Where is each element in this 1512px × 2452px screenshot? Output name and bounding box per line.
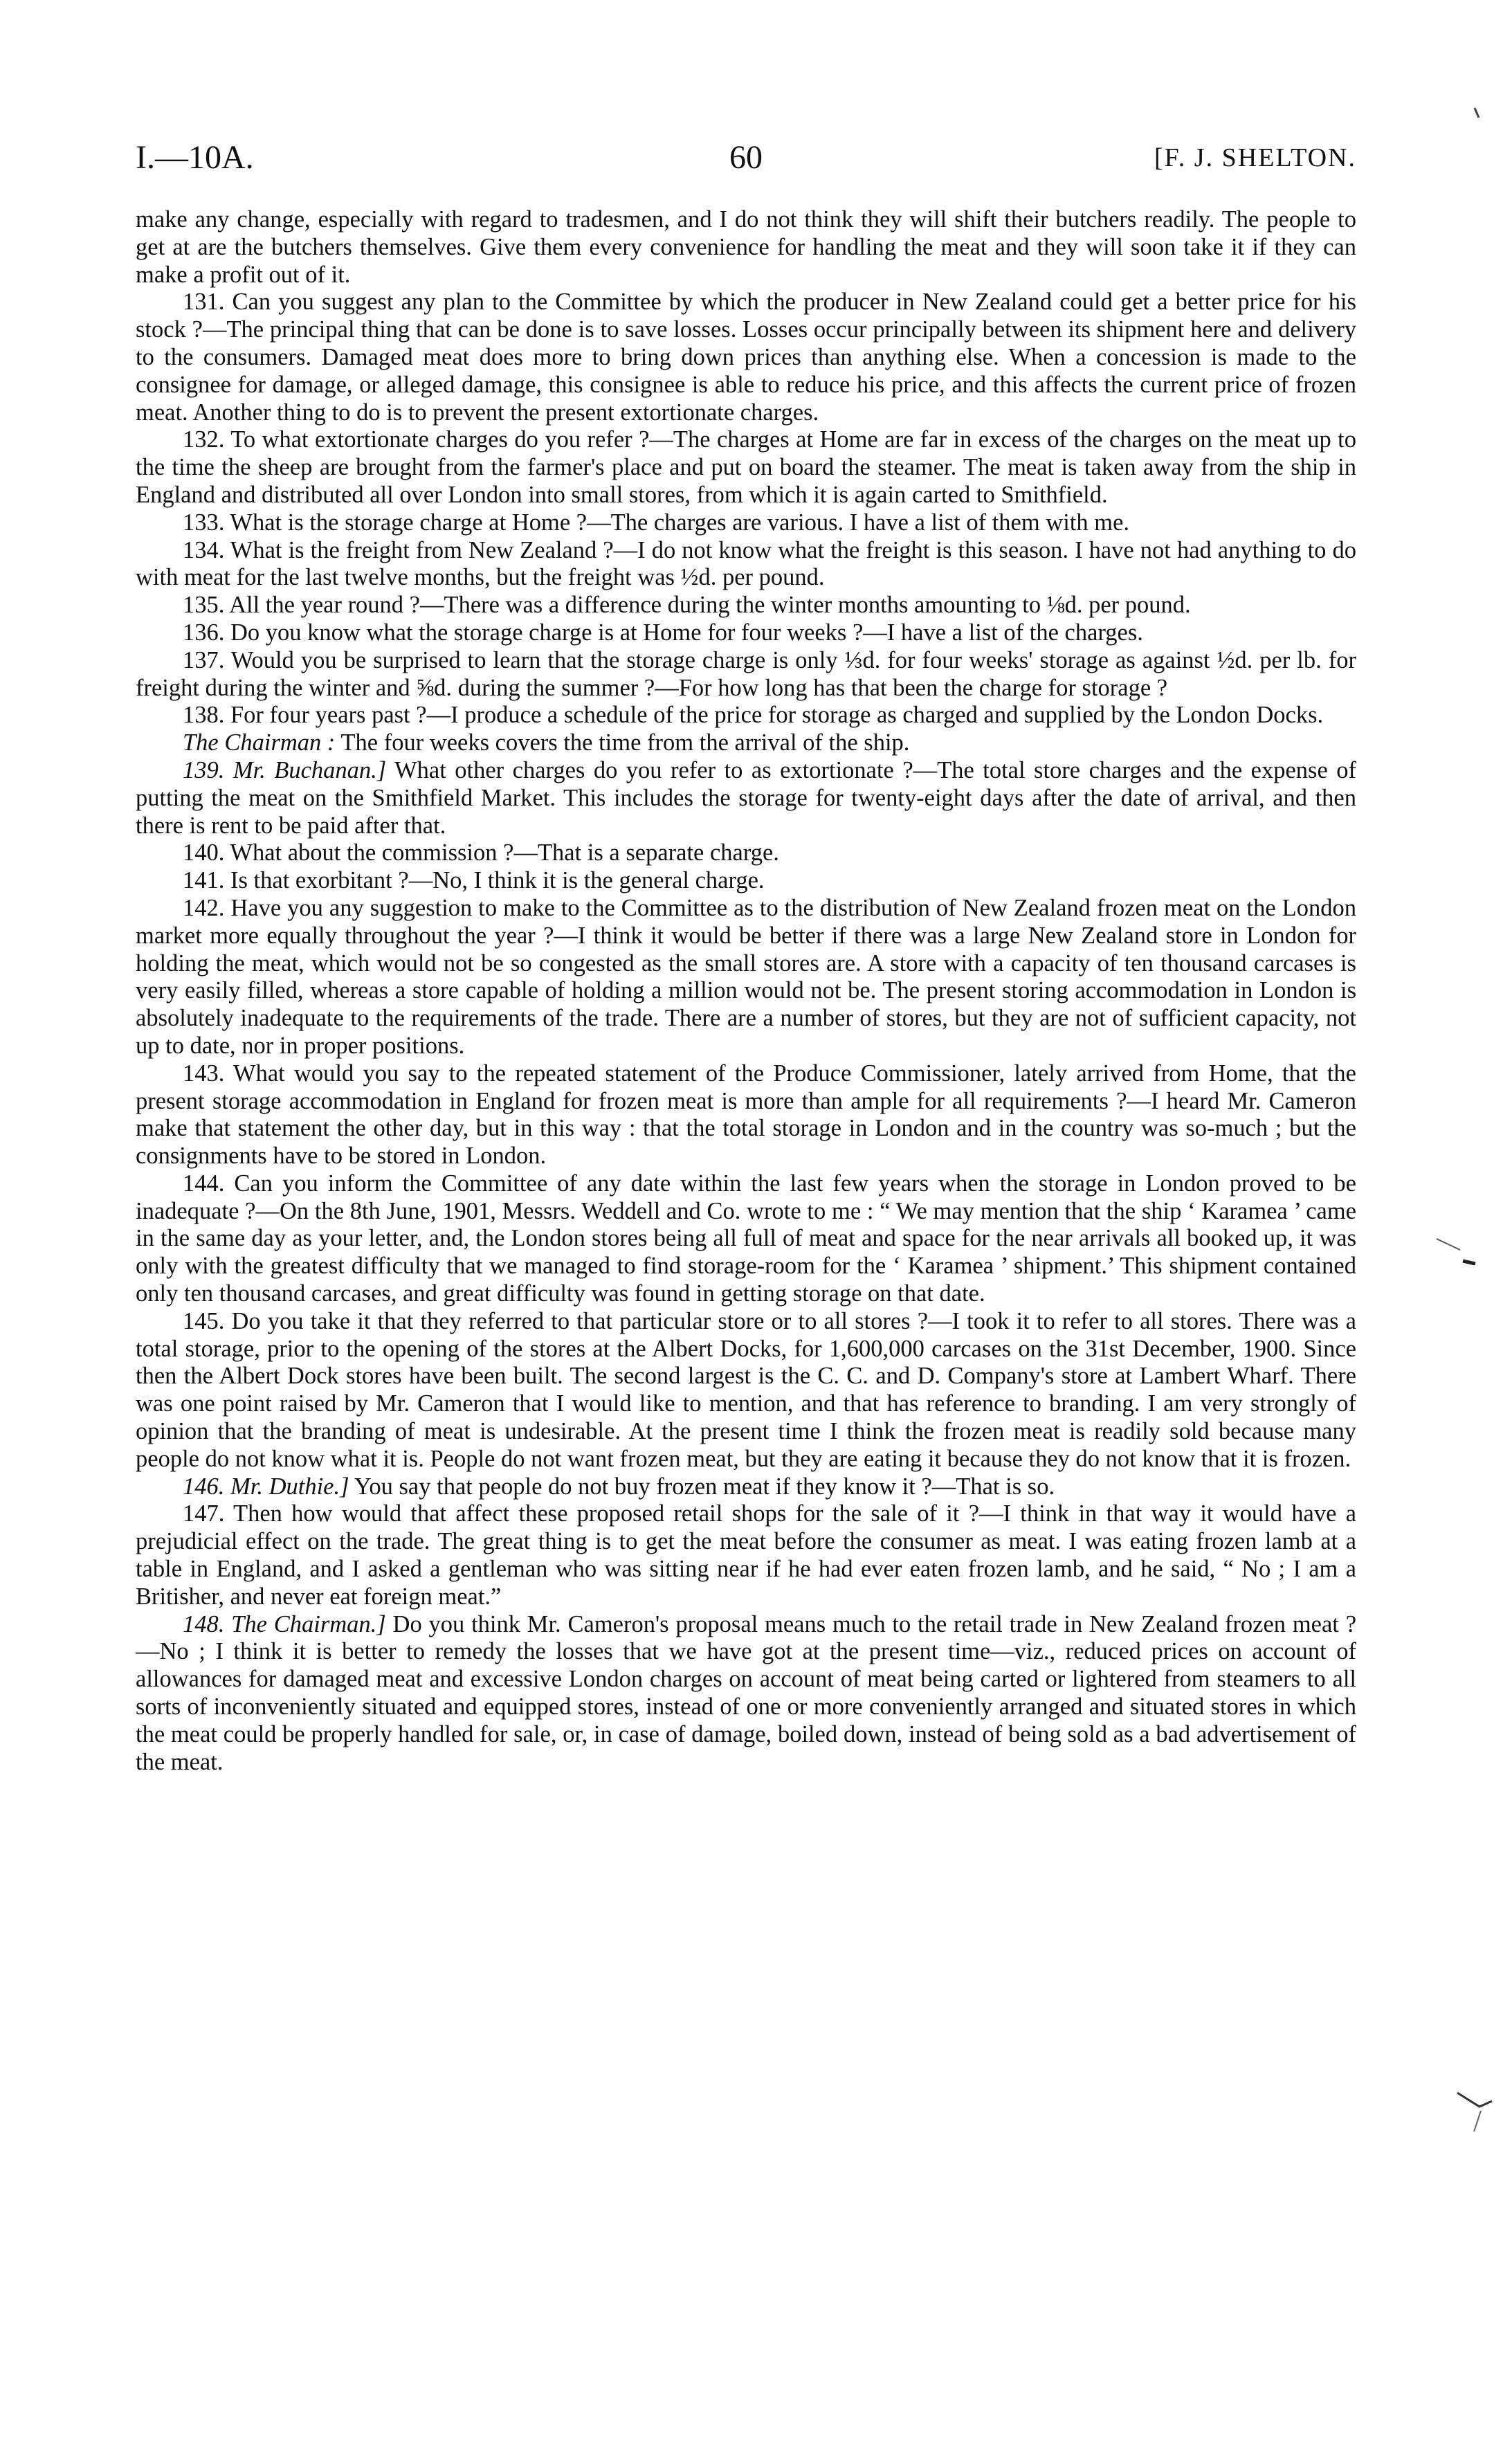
paragraph: 133. What is the storage charge at Home ?—The charges are various. I have a list of them with me. — [183, 509, 1130, 536]
paragraph: 142. Have you any suggestion to make to the Committee as to the distribution of New Zealand frozen meat on the London market more equally throughout the year ?—I think it would be better if there was a large New Zealand store in London for holding the meat, which would not be so congested as the small stores are. A store with a capacity of ten thousand carcases is very easily filled, whereas a store capable of holding a million would not be. The present storing accommodation in London is absolutely inadequate to the requirements of the trade. There are a number of stores, but they are not of sufficient capacity, not up to date, nor in proper positions. — [136, 894, 1356, 1059]
paragraph: 134. What is the freight from New Zealand ?—I do not know what the freight is this season. I have not had anything to do with meat for the last twelve months, but the freight was ½d. per pound. — [136, 536, 1356, 591]
paragraph: 137. Would you be surprised to learn that the storage charge is only ⅓d. for four weeks' storage as against ½d. per lb. for freight during the winter and ⅝d. during the summer ?—For how long has that been the charge for storage ? — [136, 646, 1356, 701]
paragraph: 139. Mr. Buchanan.] What other charges do you refer to as extortionate ?—The total store charges and the expense of putting the meat on the Smithfield Market. This includes the storage for twenty-eight days after the date of arrival, and then there is rent to be paid after that. — [136, 756, 1357, 839]
speaker-label: 146. Mr. Duthie.] — [183, 1473, 349, 1500]
paragraph: 148. The Chairman.] Do you think Mr. Cameron's proposal means much to the retail trade in New Zealand frozen meat ?—No ; I think it is better to remedy the losses that we have got at the present time—viz., reduced prices on account of allowances for damaged meat and excessive London charges on account of meat being carted or lightered from steamers to all sorts of inconveniently situated and equipped stores, instead of one or more conveniently arranged and situated stores in which the meat could be properly handled for sale, or, in case of damage, boiled down, instead of being sold as a bad advertisement of the meat. — [136, 1610, 1357, 1775]
speaker-label: 139. Mr. Buchanan.] — [183, 756, 387, 783]
paragraph: 146. Mr. Duthie.] You say that people do not buy frozen meat if they know it ?—That is so. — [183, 1473, 1055, 1500]
margin-scan-mark — [1453, 2083, 1502, 2138]
paragraph: 144. Can you inform the Committee of any date within the last few years when the storage in London proved to be inadequate ?—On the 8th June, 1901, Messrs. Weddell and Co. wrote to me : “ We may mention that the ship ‘ Karamea ’ came in the same day as your letter, and, the London stores being all full of meat and space for the near arrivals all booked up, it was only with the greatest difficulty that we managed to find storage-room for the ‘ Karamea ’ shipment.’ This shipment contained only ten thousand carcases, and great difficulty was found in getting storage on that date. — [136, 1170, 1356, 1307]
paragraph: make any change, especially with regard to tradesmen, and I do not think they will shift their butchers readily. The people to get at are the butchers themselves. Give them every convenience for handling the meat and they will soon take it if they can make a profit out of it. — [136, 206, 1356, 288]
paragraph: The Chairman : The four weeks covers the time from the arrival of the ship. — [183, 729, 910, 756]
evidence-text — [136, 206, 1356, 1776]
header-witness-name: [F. J. SHELTON. — [1154, 143, 1356, 172]
paragraph: 135. All the year round ?—There was a difference during the winter months amounting to ⅛d. per pound. — [183, 592, 1191, 619]
paragraph: 147. Then how would that affect these proposed retail shops for the sale of it ?—I think in that way it would have a prejudicial effect on the trade. The great thing is to get the meat before the consumer as meat. I was eating frozen lamb at a table in England, and I asked a gentleman who was sitting near if he had ever eaten frozen lamb, and he said, “ No ; I am a Britisher, and never eat foreign meat.” — [136, 1500, 1356, 1610]
margin-scan-mark — [1470, 104, 1484, 125]
paragraph: 143. What would you say to the repeated statement of the Produce Commissioner, lately arrived from Home, that the present storage accommodation in England for frozen meat is more than ample for all requirements ?—I heard Mr. Cameron make that statement the other day, but in this way : that the total storage in London and in the country was so-much ; but the consignments have to be stored in London. — [136, 1060, 1356, 1170]
page-header — [136, 138, 1356, 187]
speaker-label: 148. The Chairman.] — [183, 1610, 386, 1637]
paragraph: 140. What about the commission ?—That is a separate charge. — [183, 839, 779, 866]
paragraph: 131. Can you suggest any plan to the Committee by which the producer in New Zealand could get a better price for his stock ?—The principal thing that can be done is to save losses. Losses occur principally between its shipment here and delivery to the consumers. Damaged meat does more to bring down prices than anything else. When a concession is made to the consignee for damage, or alleged damage, this consignee is able to reduce his price, and this affects the current price of frozen meat. Another thing to do is to prevent the present extortionate charges. — [136, 289, 1356, 426]
paragraph: 138. For four years past ?—I produce a schedule of the price for storage as charged and supplied by the London Docks. — [183, 702, 1324, 729]
header-paper-reference: I.—10A. — [136, 139, 254, 176]
speaker-label: The Chairman : — [183, 729, 336, 756]
paragraph: 136. Do you know what the storage charge is at Home for four weeks ?—I have a list of the charges. — [183, 619, 1143, 646]
paragraph: 132. To what extortionate charges do you refer ?—The charges at Home are far in excess of the charges on the meat up to the time the sheep are brought from the farmer's place and put on board the steamer. The meat is taken away from the ship in England and distributed all over London into small stores, from which it is again carted to Smithfield. — [136, 426, 1356, 508]
paragraph: 145. Do you take it that they referred to that particular store or to all stores ?—I took it to refer to all stores. There was a total storage, prior to the opening of the stores at the Albert Docks, for 1,600,000 carcases on the 31st December, 1900. Since then the Albert Dock stores have been built. The second largest is the C. C. and D. Company's store at Lambert Wharf. There was one point raised by Mr. Cameron that I would like to mention, and that has reference to branding. I am very strongly of opinion that the branding of meat is undesirable. At the present time I think the frozen meat is readily sold because many people do not know what it is. People do not want frozen meat, but they are eating it because they do not know that it is frozen. — [136, 1307, 1356, 1472]
header-page-number: 60 — [729, 139, 763, 176]
margin-scan-mark — [1432, 1232, 1481, 1287]
paragraph: 141. Is that exorbitant ?—No, I think it is the general charge. — [183, 867, 765, 894]
